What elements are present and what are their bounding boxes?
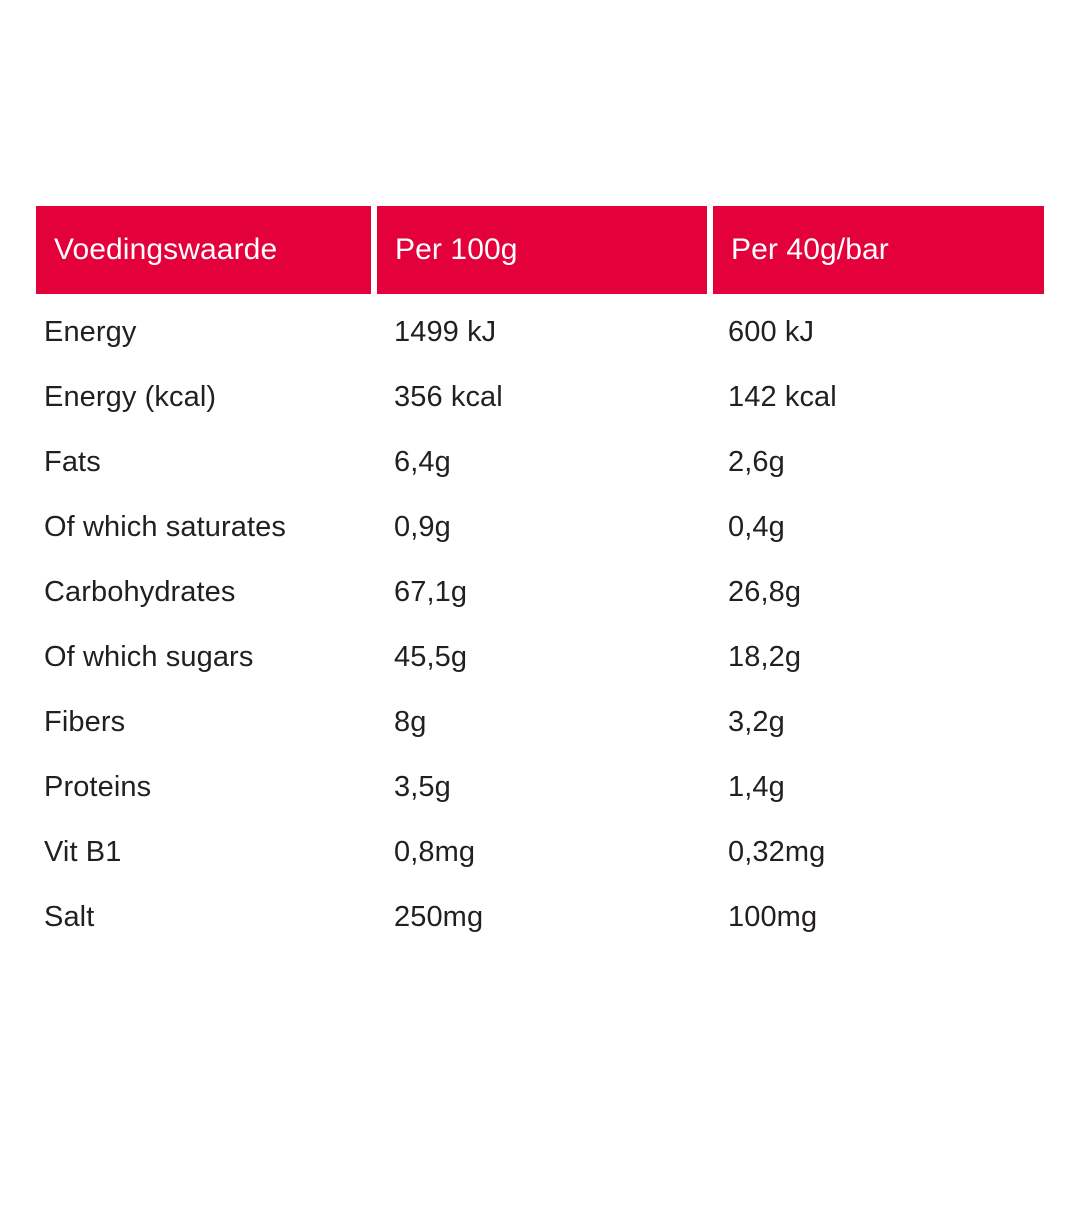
nutrient-value-per-100g: 250mg — [394, 901, 484, 933]
nutrient-value-per-100g: 356 kcal — [394, 381, 503, 413]
nutrient-value-per-100g: 67,1g — [394, 576, 468, 608]
nutrient-value-per-100g: 3,5g — [394, 771, 451, 803]
nutrient-value-per-100g: 6,4g — [394, 446, 451, 478]
table-row — [36, 690, 1044, 755]
nutrient-value-per-bar: 0,32mg — [728, 836, 826, 868]
column-header-per-100g: Per 100g — [374, 206, 710, 294]
nutrient-label: Energy — [44, 316, 137, 348]
nutrient-label: Energy (kcal) — [44, 381, 217, 413]
nutrient-value-per-bar: 18,2g — [728, 641, 802, 673]
table-row — [36, 430, 1044, 495]
column-header-nutrient: Voedingswaarde — [36, 206, 374, 294]
nutrient-label: Of which saturates — [44, 511, 286, 543]
nutrient-label: Proteins — [44, 771, 152, 803]
nutrient-value-per-bar: 3,2g — [728, 706, 785, 738]
nutrient-value-per-100g: 0,8mg — [394, 836, 476, 868]
table-header-row — [36, 206, 1044, 294]
table-row — [36, 885, 1044, 950]
nutrient-value-per-bar: 600 kJ — [728, 316, 815, 348]
table-row — [36, 625, 1044, 690]
nutrient-label: Salt — [44, 901, 95, 933]
nutrient-value-per-bar: 142 kcal — [728, 381, 837, 413]
nutrient-value-per-100g: 1499 kJ — [394, 316, 497, 348]
column-header-per-bar: Per 40g/bar — [710, 206, 1044, 294]
table-row — [36, 365, 1044, 430]
nutrient-label: Fibers — [44, 706, 126, 738]
nutrient-value-per-bar: 26,8g — [728, 576, 802, 608]
nutrient-value-per-bar: 1,4g — [728, 771, 785, 803]
nutrient-label: Fats — [44, 446, 101, 478]
table-body — [36, 294, 1044, 950]
table-row — [36, 755, 1044, 820]
nutrient-value-per-100g: 0,9g — [394, 511, 451, 543]
nutrient-value-per-100g: 45,5g — [394, 641, 468, 673]
table-header — [36, 206, 1044, 294]
nutrient-label: Carbohydrates — [44, 576, 236, 608]
nutrient-value-per-bar: 100mg — [728, 901, 818, 933]
nutrient-value-per-bar: 2,6g — [728, 446, 785, 478]
nutrient-label: Of which sugars — [44, 641, 254, 673]
nutrient-label: Vit B1 — [44, 836, 122, 868]
table-row — [36, 294, 1044, 365]
table-row — [36, 495, 1044, 560]
nutrient-value-per-100g: 8g — [394, 706, 427, 738]
nutrition-table — [36, 206, 1044, 950]
table-row — [36, 560, 1044, 625]
nutrient-value-per-bar: 0,4g — [728, 511, 785, 543]
table-row — [36, 820, 1044, 885]
